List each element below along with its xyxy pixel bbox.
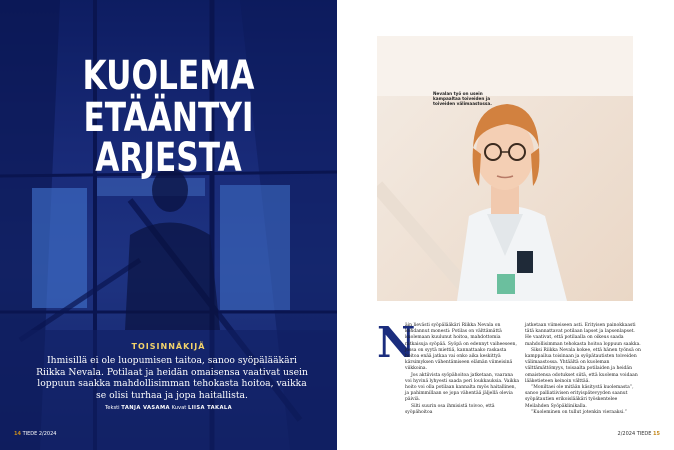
folio-left — [14, 431, 56, 437]
photo-caption: Nevalan työ on usein kampaaltaa toiveiden ja toiveiden välimaastossa. — [433, 91, 492, 107]
byline-author: TANJA VASAMA — [121, 405, 170, 411]
byline-photo-prefix: Kuvat — [171, 405, 187, 411]
page-number-left: 14 — [14, 431, 21, 437]
column2-paragraph-3: ”Moniltaei ole mitään käsitystä kuolemasta”, sanoo palliatiivisen erityispätevyyden saanut syöpätautien erikoislääkäri työskentelee Meilahden Syöpäklinikalla. — [525, 385, 634, 409]
column2-paragraph-1: jatketaan viimeiseen asti. Erityisen painokkaasti tätä kannattavat potilaan lapset ja lapsenlapset. He vaativat, että potilaalla on oikeus saada mahdollisimman tehokasta hoitoa loppuun saakka. — [525, 323, 641, 347]
byline-photographer: LIISA TAKALA — [187, 405, 233, 411]
right-page — [337, 0, 674, 450]
column1-paragraph-3: Silti suurin osa ihmisistä toivoo, että syöpähoitoa — [405, 403, 495, 415]
headline-line-2: ETÄÄNTYI ARJESTA — [83, 95, 254, 181]
column1-paragraph-1: äin lievästi syöpälääkäri Riikka Nevala on kohdannut monesti: Potilas on välttämättä kuolemaan kuulunut hoitoa, mahdottomia ratkaisuja syöpää. Syöpä on edennyt vaiheeseen, jossa on syytä miettiä, kannattaako raskasta hoitoa enää jatkaa vai onko aika keskittyä kärsimyksen vähentämiseen elämän viimeisinä viikkoina. — [405, 323, 517, 372]
byline — [0, 405, 337, 411]
byline-text-prefix: Teksti — [104, 405, 120, 411]
column2-paragraph-4: ”Kuoleminen on tullut jotenkin vieraaksi.” — [531, 409, 627, 415]
page-number-right: 15 — [653, 431, 660, 437]
column1-paragraph-2: Jos aktiivista syöpähoitoa jatketaan, vaarana voi hyvinä lyhyesti saada peri loukkauksia. Vaikka hoito voi olla potilaan kannalta myös haitallinen, ja pahimmillaan se jopa vähentää jäljellä olevia päiviä. — [405, 372, 520, 403]
drop-cap: N — [377, 318, 416, 367]
column2-paragraph-2: Siksi Riikka Nevala kokee, että hänen työnsä on kamppailua toisinaan ja syöpätautisten toiveiden välimaastossa. Yhtäältä on kuoleman välttämättömyys, toisaalta potilaiden ja heidän omaistensa odotukset siitä, että kuolema voidaan lääketieteen keinoin välttää. — [525, 347, 641, 384]
portrait-photo — [377, 36, 633, 301]
lead-paragraph: Ihmisillä ei ole luopumisen taitoa, sanoo syöpälääkäri Riikka Nevala. Potilaat ja heidän omaisensa vaativat usein loppuun saakka mahdollisimman tehokasta hoitoa, vaikka se olisi turhaa ja jopa haitallista. — [36, 355, 308, 401]
headline-line-1: KUOLEMA — [82, 53, 255, 99]
section-label: TOISINNÄKIJÄ — [131, 342, 206, 351]
publication-left: TIEDE 2/2024 — [22, 431, 57, 437]
body-column-2 — [525, 323, 641, 416]
folio-right — [618, 431, 660, 437]
publication-right: 2/2024 TIEDE — [617, 431, 652, 437]
doctor-portrait-image — [377, 36, 633, 301]
body-column-1 — [405, 323, 521, 416]
